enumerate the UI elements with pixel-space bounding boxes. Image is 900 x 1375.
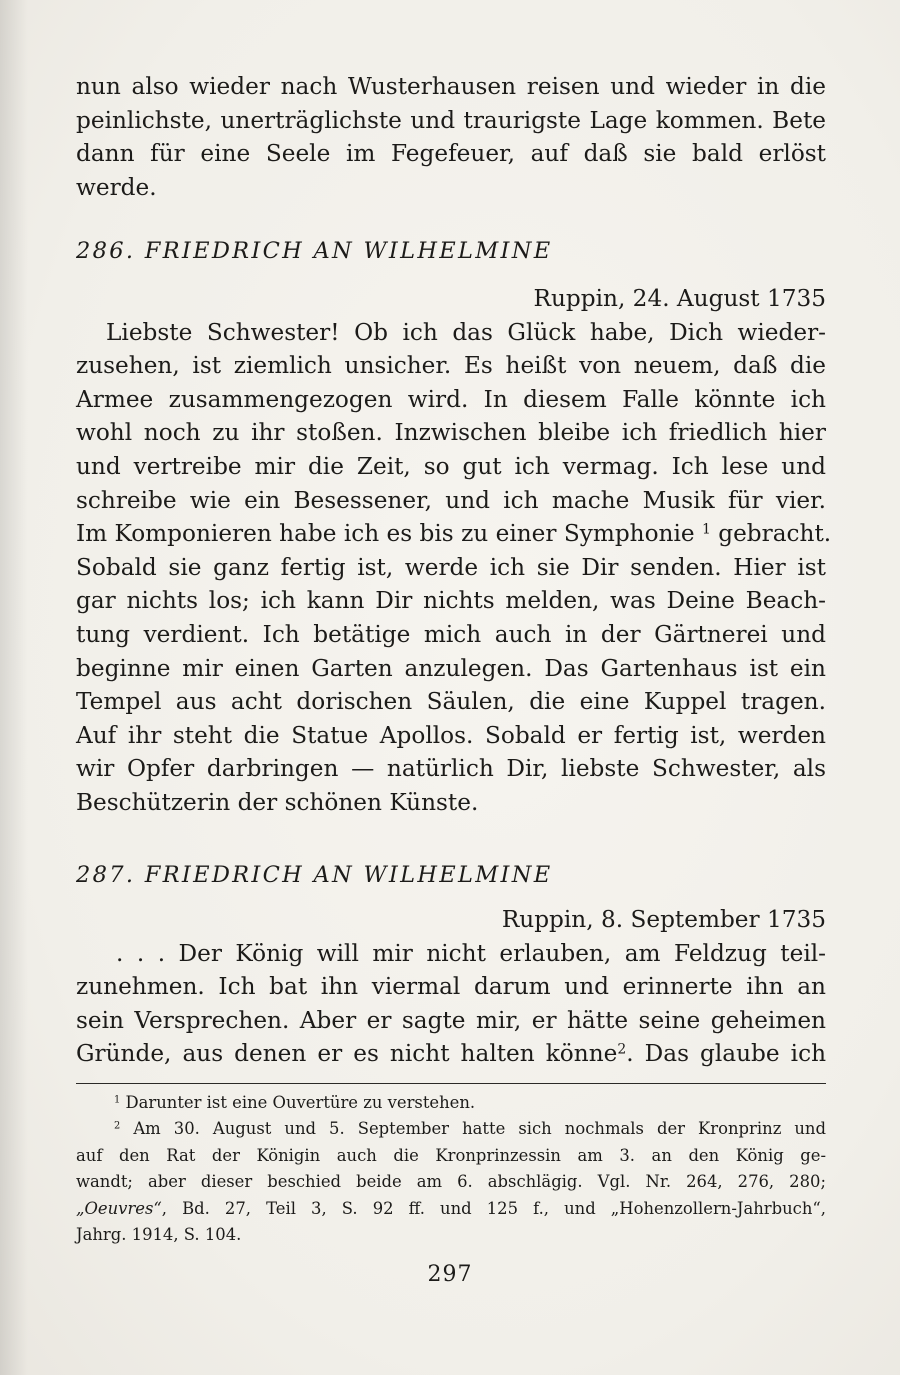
footnote-1 xyxy=(76,1090,826,1116)
footnote-line: wandt; aber dieser beschied beide am 6. abschlägig. Vgl. Nr. 264, 276, 280; xyxy=(76,1172,826,1192)
letter-286-dateline: Ruppin, 24. August 1735 xyxy=(533,285,826,312)
opening-paragraph xyxy=(76,70,826,204)
text-line: wohl noch zu ihr stoßen. Inzwischen bleibe ich friedlich hier xyxy=(76,419,826,447)
footnote-divider xyxy=(76,1083,826,1084)
text-line: Tempel aus acht dorischen Säulen, die eine Kuppel tragen. xyxy=(76,688,826,716)
text-line: Liebste Schwester! Ob ich das Glück habe, Dich wieder- xyxy=(106,318,826,346)
text-line: peinlichste, unerträglichste und traurigste Lage kommen. Bete xyxy=(76,106,826,134)
footnote-text: Darunter ist eine Ouvertüre zu verstehen. xyxy=(125,1093,476,1112)
text-line: Sobald sie ganz fertig ist, werde ich sie Dir senden. Hier ist xyxy=(76,553,826,581)
footnote-ref-1: 1 xyxy=(702,521,711,538)
letter-286-heading: 286. FRIEDRICH AN WILHELMINE xyxy=(76,238,553,264)
text-line: nun also wieder nach Wusterhausen reisen und wieder in die xyxy=(76,73,826,100)
footnote-line xyxy=(76,1196,826,1222)
text-line: Beschützerin der schönen Künste. xyxy=(76,788,479,816)
text-line: und vertreibe mir die Zeit, so gut ich vermag. Ich lese und xyxy=(76,452,826,480)
text-line xyxy=(76,517,832,551)
text-segment: . Das glaube ich xyxy=(626,1040,826,1068)
page-number: 297 xyxy=(427,1262,473,1287)
text-line: sein Versprechen. Aber er sagte mir, er hätte seine geheimen xyxy=(76,1006,826,1034)
text-line: gar nichts los; ich kann Dir nichts melden, was Deine Beach- xyxy=(76,587,826,615)
text-segment: Im Komponieren habe ich es bis zu einer Symphonie xyxy=(76,520,695,548)
binding-shadow xyxy=(0,0,28,1375)
text-line: zusehen, ist ziemlich unsicher. Es heißt von neuem, daß die xyxy=(76,352,826,380)
letter-287-dateline: Ruppin, 8. September 1735 xyxy=(501,906,826,933)
footnotes xyxy=(76,1090,826,1248)
footnote-line: auf den Rat der Königin auch die Kronprinzessin am 3. an den König ge- xyxy=(76,1145,826,1165)
footnote-text: Am 30. August und 5. September hatte sich nochmals der Kronprinz und xyxy=(133,1119,826,1139)
letter-287-body xyxy=(76,903,826,1071)
text-line: Armee zusammengezogen wird. In diesem Falle könnte ich xyxy=(76,385,826,413)
footnote-marker: 1 xyxy=(114,1094,121,1106)
text-line: wir Opfer darbringen — natürlich Dir, liebste Schwester, als xyxy=(76,755,826,783)
letter-287-heading: 287. FRIEDRICH AN WILHELMINE xyxy=(76,862,553,888)
text-line xyxy=(76,1037,826,1071)
text-line: werde. xyxy=(76,173,157,201)
footnote-marker: 2 xyxy=(114,1120,121,1132)
text-line: schreibe wie ein Besessener, und ich mache Musik für vier. xyxy=(76,486,826,514)
work-title: „Oeuvres“ xyxy=(76,1198,162,1218)
text-line: dann für eine Seele im Fegefeuer, auf daß sie bald erlöst xyxy=(76,140,826,168)
footnote-line: Jahrg. 1914, S. 104. xyxy=(76,1224,242,1244)
footnote-text: , Bd. 27, Teil 3, S. 92 ff. und 125 f., und „Hohenzollern-Jahrbuch“, xyxy=(161,1198,826,1218)
text-line: Auf ihr steht die Statue Apollos. Sobald er fertig ist, werden xyxy=(76,721,826,749)
text-segment: gebracht. xyxy=(718,520,832,548)
footnote-2 xyxy=(76,1116,826,1142)
text-segment: Gründe, aus denen er es nicht halten könne xyxy=(76,1040,618,1068)
text-line: tung verdient. Ich betätige mich auch in der Gärtnerei und xyxy=(76,620,826,648)
footnote-ref-2: 2 xyxy=(617,1041,627,1058)
text-line: beginne mir einen Garten anzulegen. Das Gartenhaus ist ein xyxy=(76,654,826,682)
letter-286-body xyxy=(76,282,832,820)
text-line: zunehmen. Ich bat ihn viermal darum und erinnerte ihn an xyxy=(76,973,826,1001)
text-line: . . . Der König will mir nicht erlauben, am Feldzug teil- xyxy=(116,939,826,967)
